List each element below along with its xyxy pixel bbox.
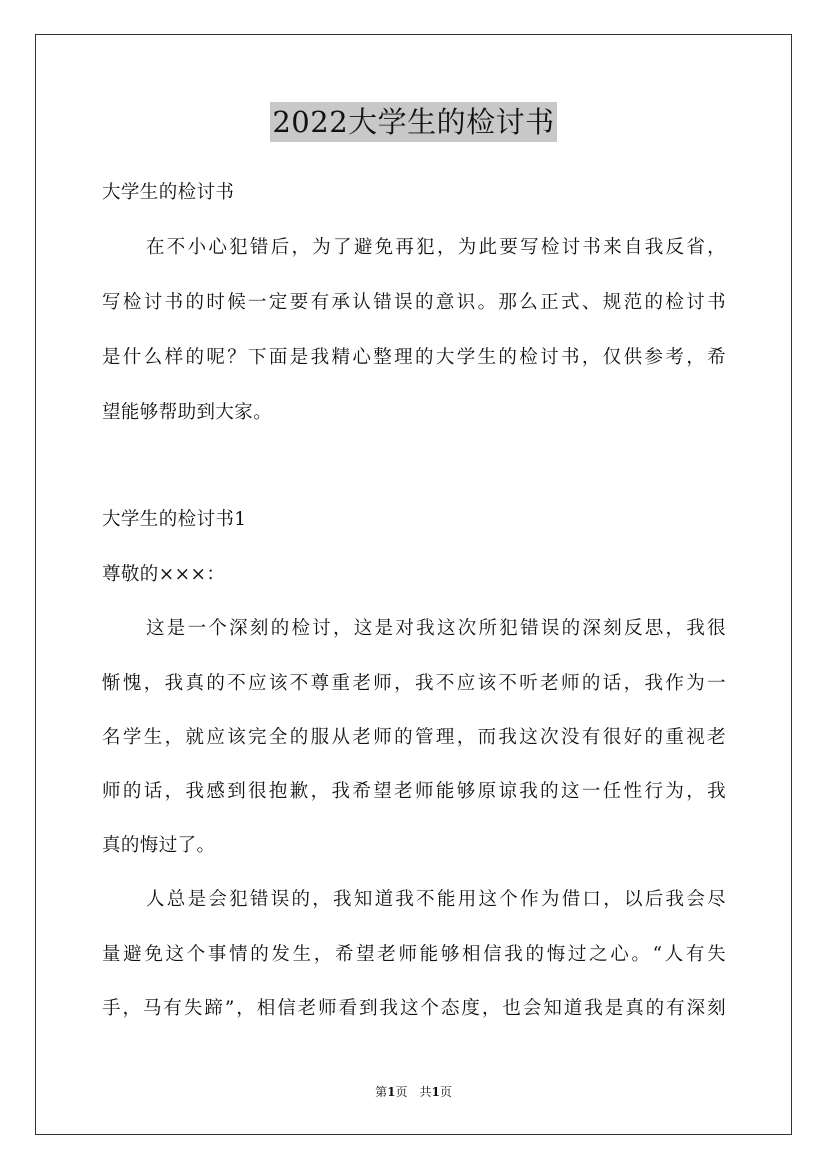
salutation: 尊敬的×××：: [102, 564, 226, 585]
footer-suffix: 页: [439, 1085, 452, 1099]
footer-prefix: 第: [375, 1085, 388, 1099]
paragraph-line: 师的话，我感到很抱歉，我希望老师能够原谅我的这一任性行为，我: [102, 781, 726, 802]
paragraph-line: 名学生，就应该完全的服从老师的管理，而我这次没有很好的重视老: [102, 727, 726, 748]
footer-mid: 页 共: [395, 1085, 432, 1099]
intro-line: 是什么样的呢？下面是我精心整理的大学生的检讨书，仅供参考，希: [102, 347, 726, 368]
page-footer: [0, 1084, 827, 1100]
paragraph-line: 量避免这个事情的发生，希望老师能够相信我的悔过之心。“人有失: [102, 944, 726, 965]
intro-line: 在不小心犯错后，为了避免再犯，为此要写检讨书来自我反省，: [146, 237, 726, 258]
footer-page-number: 1: [387, 1085, 396, 1099]
intro-line: 望能够帮助到大家。: [102, 402, 273, 423]
paragraph-line: 惭愧，我真的不应该不尊重老师，我不应该不听老师的话，我作为一: [102, 673, 726, 694]
paragraph-line: 手，马有失蹄”，相信老师看到我这个态度，也会知道我是真的有深刻: [102, 998, 726, 1019]
footer-page-total: 1: [431, 1085, 440, 1099]
paragraph-line: 人总是会犯错误的，我知道我不能用这个作为借口，以后我会尽: [146, 889, 726, 910]
document-subtitle: 大学生的检讨书: [102, 182, 235, 203]
paragraph-line: 这是一个深刻的检讨，这是对我这次所犯错误的深刻反思，我很: [146, 618, 726, 639]
title-container: [0, 102, 827, 142]
paragraph-line: 真的悔过了。: [102, 835, 216, 856]
intro-line: 写检讨书的时候一定要有承认错误的意识。那么正式、规范的检讨书: [102, 292, 726, 313]
section-heading: 大学生的检讨书1: [102, 509, 247, 530]
document-title: 2022大学生的检讨书: [270, 102, 556, 142]
